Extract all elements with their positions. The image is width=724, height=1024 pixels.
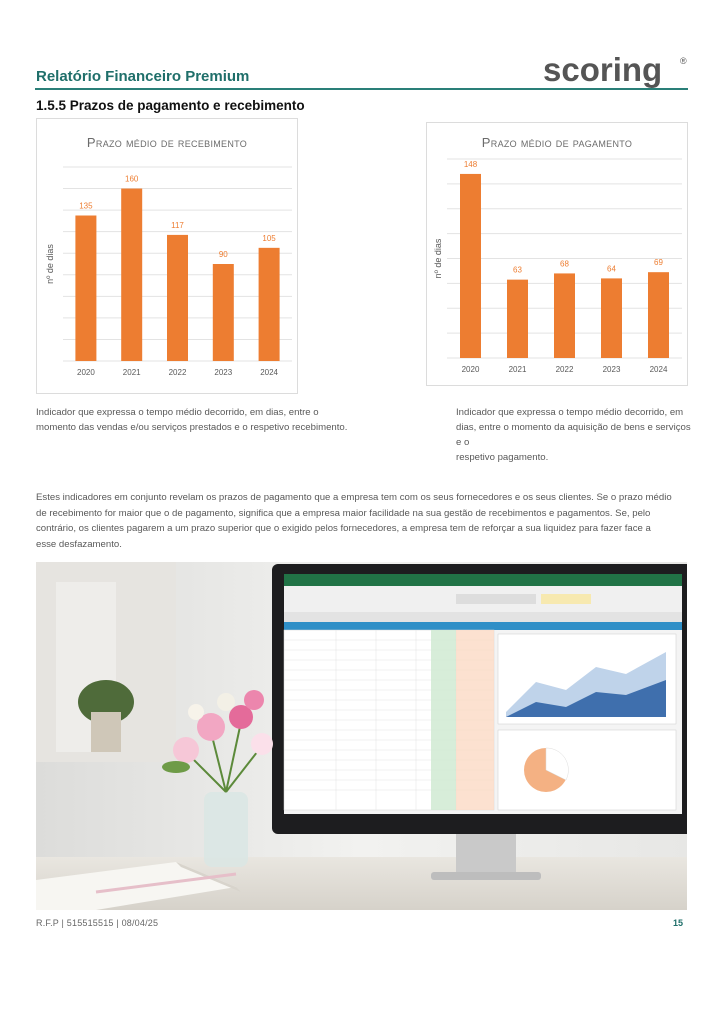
data-label: 64 [607,264,616,274]
x-tick-label: 2022 [168,368,187,377]
bar [507,280,528,358]
chart-pagamento [427,123,687,385]
x-tick-label: 2023 [214,368,233,377]
bar [213,264,234,361]
y-axis-label: nº de dias [433,238,443,279]
page-number: 15 [673,918,684,928]
x-tick-label: 2020 [461,365,480,374]
bar [121,189,142,361]
logo-registered-mark: ® [680,56,687,66]
illustration-photo [36,562,687,910]
chart-frame-pagamento [426,122,688,386]
description-line: Indicador que expressa o tempo médio decorrido, em [456,407,684,418]
data-label: 69 [654,258,663,268]
report-title: Relatório Financeiro Premium [36,68,250,85]
bar [648,272,669,358]
paragraph-line: contrário, os clientes pagarem a um prazo superior que o exigido pelos fornecedores, a empresa tem de reforçar a sua liquidez para fazer face a [36,523,651,534]
description-line: respetivo pagamento. [456,452,549,463]
data-label: 68 [560,259,569,269]
y-axis-label: nº de dias [45,244,55,284]
data-label: 117 [171,220,184,230]
bar [167,235,188,361]
description-line: dias, entre o momento da aquisição de bens e serviços e o [456,422,691,448]
chart-title: Prazo médio de recebimento [86,135,248,150]
logo-text: scoring [543,51,663,88]
data-label: 135 [79,201,93,211]
scoring-logo [543,50,693,90]
bar [259,248,280,361]
description-line: Indicador que expressa o tempo médio decorrido, em dias, entre o [36,407,319,418]
data-label: 63 [513,265,522,275]
x-tick-label: 2024 [649,365,668,374]
paragraph-line: Estes indicadores em conjunto revelam os prazos de pagamento que a empresa tem com os seus fornecedores e os seus clientes. Se o prazo médio [36,492,672,503]
data-label: 90 [218,250,228,259]
chart-description-pagamento [456,405,696,465]
bar [601,278,622,358]
x-tick-label: 2021 [508,365,527,374]
description-line: momento das vendas e/ou serviços prestados e o respetivo recebimento. [36,422,348,433]
bar [75,216,96,362]
chart-description-recebimento [36,405,376,435]
data-label: 148 [463,159,478,169]
chart-frame-recebimento [36,118,298,394]
x-tick-label: 2022 [555,365,574,374]
bar [460,174,481,358]
x-tick-label: 2024 [260,368,278,377]
x-tick-label: 2023 [602,365,621,374]
section-title: 1.5.5 Prazos de pagamento e recebimento [36,98,305,113]
data-label: 105 [262,233,276,243]
x-tick-label: 2021 [122,368,141,377]
paragraph-line: de recebimento for maior que o de pagamento, significa que a empresa maior facilidade na sua gestão de recebimentos e pagamentos. Se, pelo [36,507,651,519]
chart-recebimento [37,119,297,393]
data-label: 160 [125,174,139,184]
footer-reference: R.F.P | 515515515 | 08/04/25 [36,918,159,928]
bar [554,273,575,358]
monitor-icon [272,564,687,880]
x-tick-label: 2020 [77,368,95,377]
chart-title: Prazo médio de pagamento [481,135,633,150]
paragraph-line: esse desfazamento. [36,538,122,550]
summary-paragraph [36,490,686,552]
